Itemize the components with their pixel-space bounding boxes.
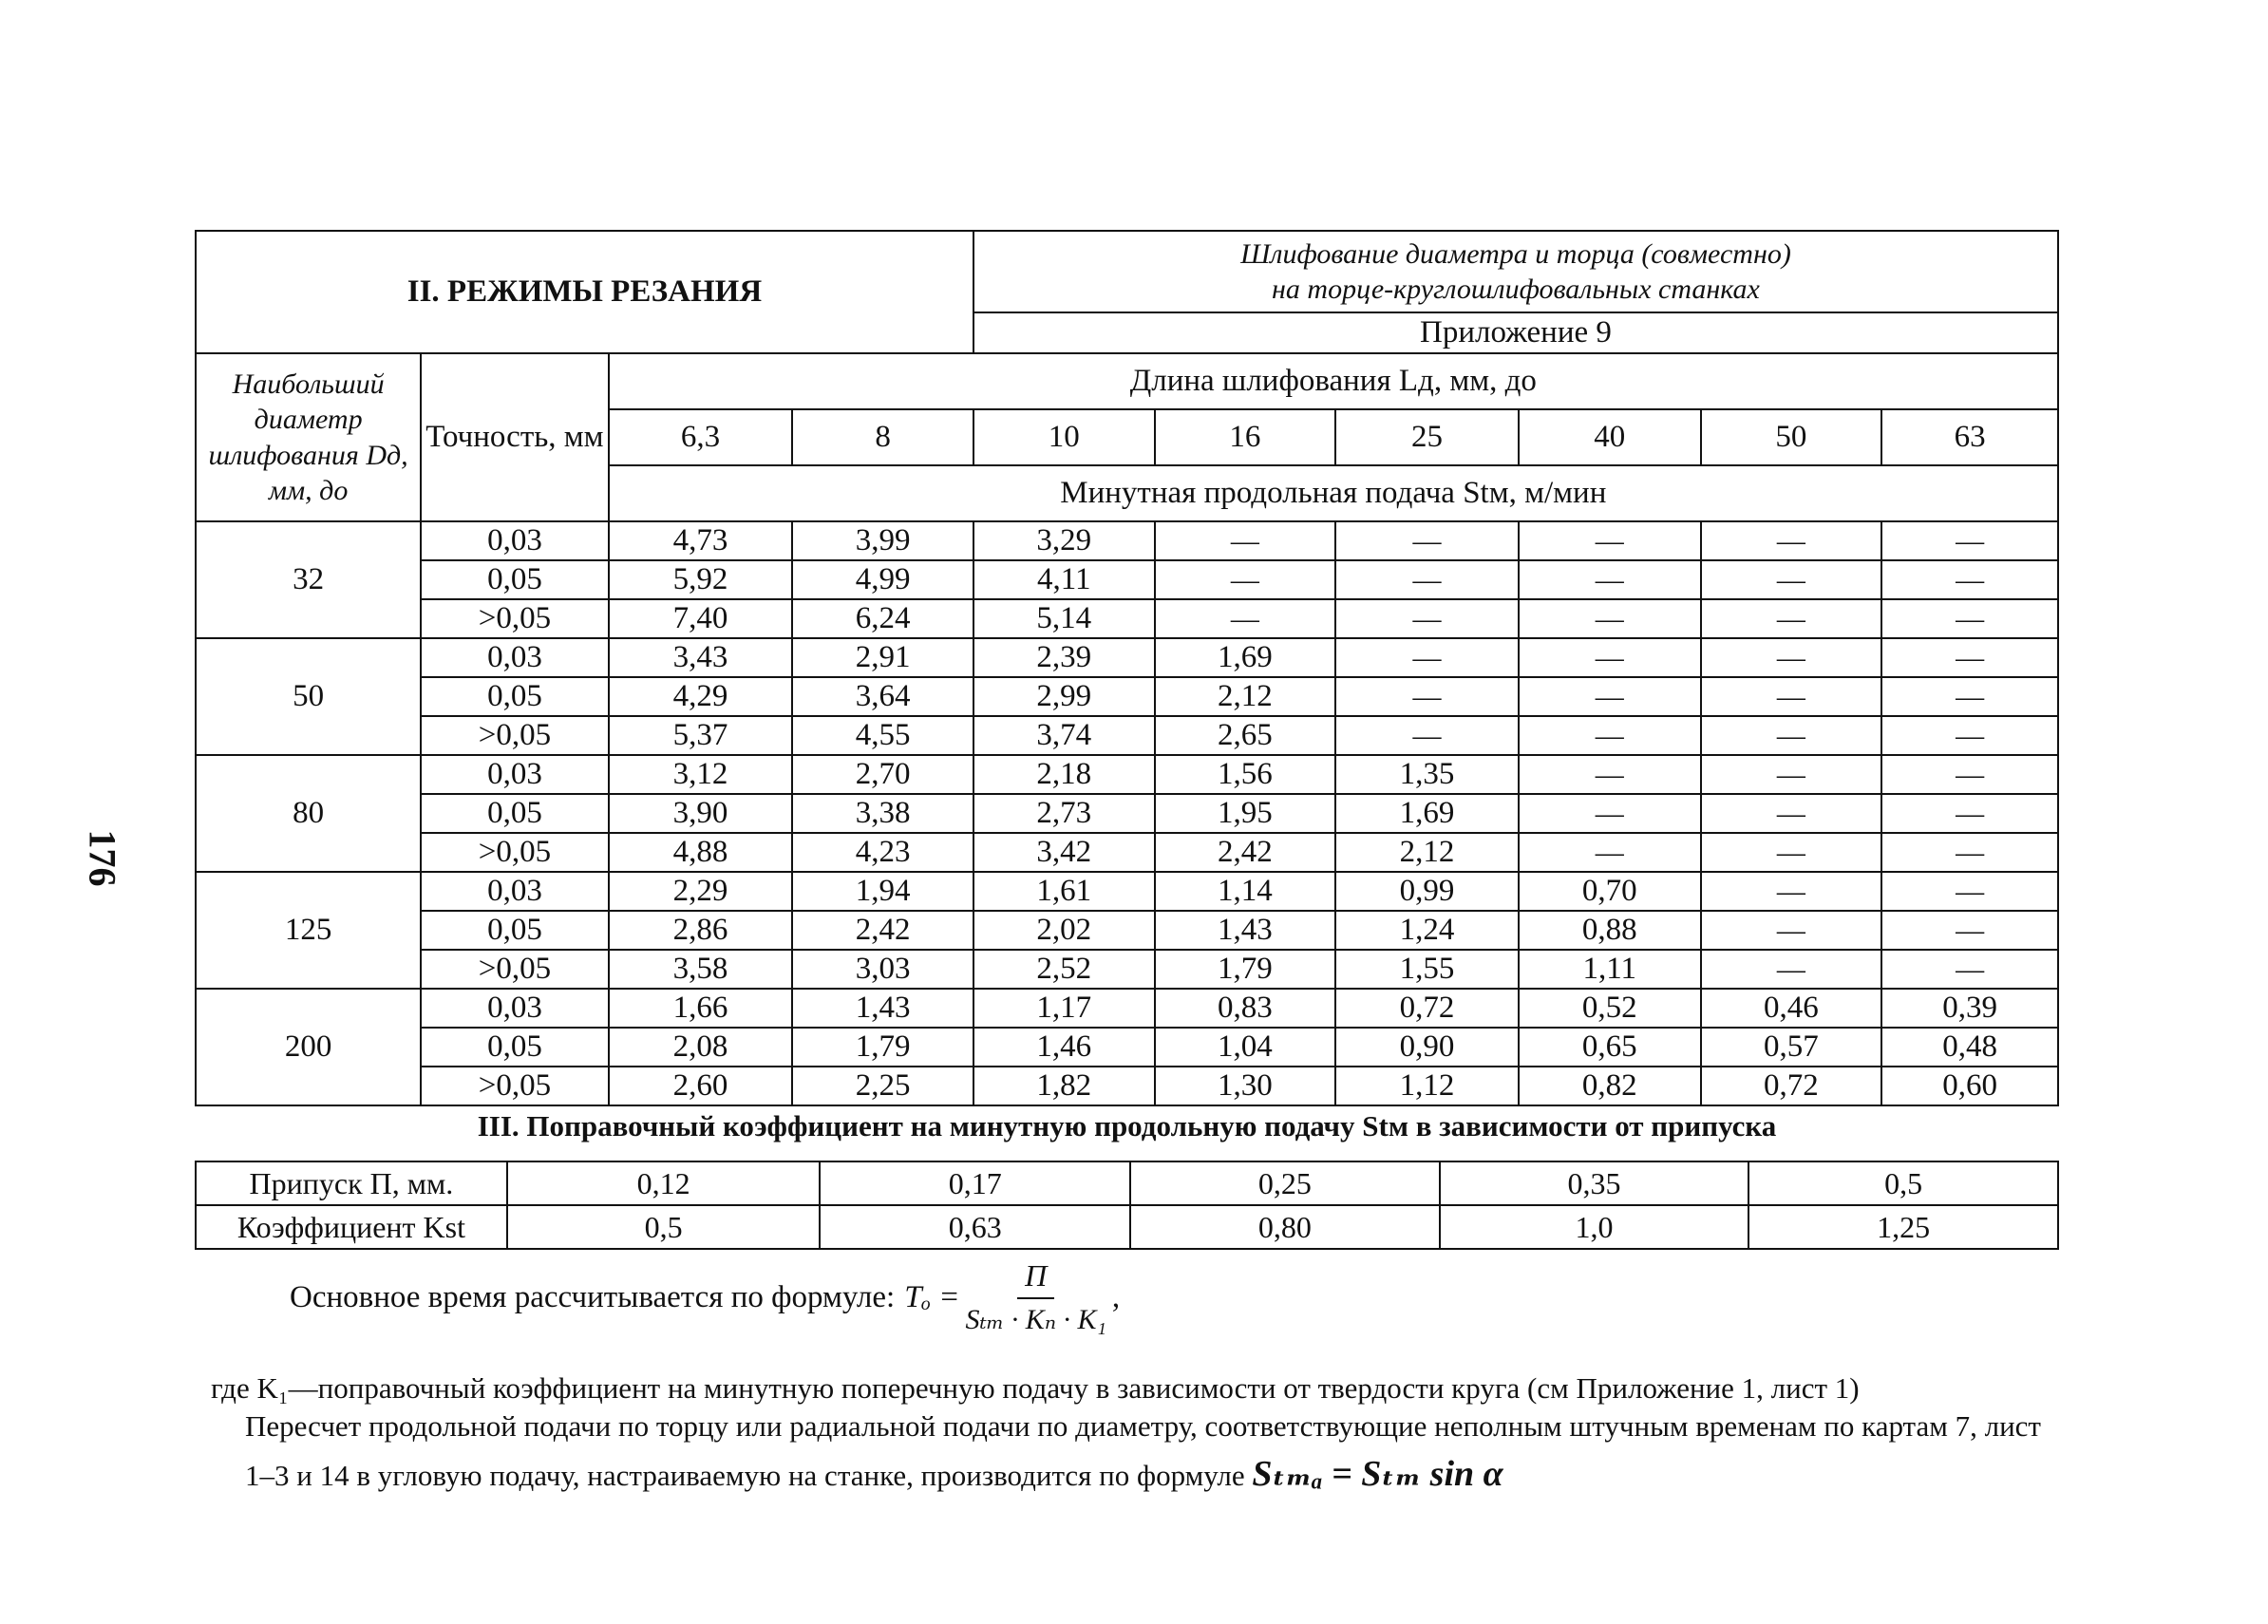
feed-value-cell: 7,40 [609,599,793,638]
accuracy-cell: >0,05 [421,1067,608,1105]
feed-value-cell: 2,65 [1155,716,1336,755]
feed-value-cell: 2,70 [792,755,973,794]
length-col-header: 10 [973,409,1155,465]
note-conversion-text: Пересчет продольной подачи по торцу или радиальной подачи по диаметру, соответствующие неполным штучным временам по картам 7, лист 1–3 и 14 в угловую подачу, настраиваемую на станке, производится по формуле [245,1409,2041,1492]
feed-value-cell: 0,65 [1519,1028,1701,1067]
formula-trail: , [1111,1279,1121,1314]
section3-title: III. Поправочный коэффициент на минутную продольную подачу Stм в зависимости от припуска [477,1109,1777,1142]
length-col-header: 6,3 [609,409,793,465]
accuracy-cell: >0,05 [421,599,608,638]
feed-value-cell: 1,95 [1155,794,1336,833]
feed-value-cell: 0,57 [1701,1028,1882,1067]
feed-value-cell: — [1519,833,1701,872]
feed-value-cell: 1,61 [973,872,1155,911]
accuracy-header: Точность, мм [421,353,608,521]
accuracy-cell: 0,03 [421,872,608,911]
feed-value-cell: 0,82 [1519,1067,1701,1105]
feed-value-cell: 1,35 [1335,755,1519,794]
formula-denominator: Sₜₘ · Kₙ · K₁ [965,1304,1106,1335]
feed-value-cell: 2,99 [973,677,1155,716]
diameter-header: Наибольший диаметр шлифования Dд, мм, до [196,353,421,521]
feed-value-cell: 3,29 [973,521,1155,560]
feed-value-cell: — [1701,521,1882,560]
feed-value-cell: 0,39 [1881,989,2058,1028]
coefficient-value: 0,63 [820,1205,1130,1249]
table-row [196,638,2058,677]
operation-line-2: на торце-круглошлифовальных станках [1272,274,1760,305]
formula-intro: Основное время рассчитывается по формуле: [290,1279,896,1314]
feed-value-cell: — [1881,638,2058,677]
feed-value-cell: — [1881,833,2058,872]
feed-value-cell: — [1519,599,1701,638]
accuracy-cell: 0,03 [421,989,608,1028]
length-col-header: 40 [1519,409,1701,465]
feed-value-cell: — [1881,716,2058,755]
length-col-header: 8 [792,409,973,465]
feed-value-cell: 3,58 [609,950,793,989]
table-row [196,560,2058,599]
feed-value-cell: — [1881,560,2058,599]
feed-value-cell: 2,52 [973,950,1155,989]
accuracy-cell: 0,05 [421,794,608,833]
feed-value-cell: 5,92 [609,560,793,599]
feed-value-cell: 1,04 [1155,1028,1336,1067]
feed-value-cell: 4,29 [609,677,793,716]
coefficient-label: Коэффициент Kst [196,1205,507,1249]
length-col-header: 63 [1881,409,2058,465]
feed-value-cell: 1,82 [973,1067,1155,1105]
length-header: Длина шлифования Lд, мм, до [609,353,2058,409]
accuracy-cell: 0,05 [421,1028,608,1067]
accuracy-cell: 0,05 [421,911,608,950]
formula-lhs: Tₒ = [904,1279,960,1314]
feed-value-cell: — [1701,560,1882,599]
table-row [196,755,2058,794]
feed-value-cell: 2,02 [973,911,1155,950]
diameter-cell: 80 [196,755,421,872]
feed-value-cell: 3,03 [792,950,973,989]
feed-value-cell: — [1881,755,2058,794]
feed-value-cell: — [1519,560,1701,599]
cutting-modes-table [195,230,2059,1106]
feed-value-cell: 1,56 [1155,755,1336,794]
formula-fraction [966,1258,1106,1336]
coefficient-table [195,1161,2059,1250]
feed-value-cell: 2,12 [1335,833,1519,872]
feed-value-cell: 0,52 [1519,989,1701,1028]
feed-value-cell: 0,72 [1701,1067,1882,1105]
feed-value-cell: 4,73 [609,521,793,560]
feed-value-cell: 1,69 [1335,794,1519,833]
feed-value-cell: 1,17 [973,989,1155,1028]
table-row [196,794,2058,833]
page-number: 176 [81,829,124,887]
feed-value-cell: — [1335,677,1519,716]
feed-value-cell: 1,11 [1519,950,1701,989]
coefficient-value: 0,5 [507,1205,821,1249]
operation-line-1: Шлифование диаметра и торца (совместно) [1240,237,1791,270]
feed-value-cell: 0,88 [1519,911,1701,950]
feed-value-cell: 3,74 [973,716,1155,755]
feed-value-cell: 6,24 [792,599,973,638]
feed-value-cell: 3,43 [609,638,793,677]
feed-value-cell: — [1701,794,1882,833]
accuracy-cell: 0,03 [421,521,608,560]
feed-value-cell: — [1701,833,1882,872]
table-row [196,716,2058,755]
feed-value-cell: — [1519,755,1701,794]
table-row [196,833,2058,872]
feed-value-cell: 2,39 [973,638,1155,677]
coefficient-value: 1,0 [1440,1205,1749,1249]
feed-value-cell: — [1335,521,1519,560]
feed-value-cell: 3,12 [609,755,793,794]
accuracy-cell: >0,05 [421,833,608,872]
feed-value-cell: 1,12 [1335,1067,1519,1105]
diameter-cell: 125 [196,872,421,989]
feed-value-cell: 1,14 [1155,872,1336,911]
feed-value-cell: — [1519,794,1701,833]
feed-value-cell: 2,42 [792,911,973,950]
feed-value-cell: 5,37 [609,716,793,755]
feed-value-cell: 4,99 [792,560,973,599]
feed-value-cell: 1,24 [1335,911,1519,950]
feed-header: Минутная продольная подача Stм, м/мин [609,465,2058,521]
feed-value-cell: 2,86 [609,911,793,950]
feed-value-cell: 2,18 [973,755,1155,794]
formula-numerator: П [1017,1258,1054,1299]
feed-value-cell: — [1519,521,1701,560]
diameter-cell: 32 [196,521,421,638]
feed-value-cell: 2,73 [973,794,1155,833]
table-row [196,911,2058,950]
feed-value-cell: — [1701,599,1882,638]
coefficient-value: 0,80 [1130,1205,1440,1249]
feed-value-cell: 1,79 [792,1028,973,1067]
feed-value-cell: — [1701,755,1882,794]
feed-value-cell: 1,43 [792,989,973,1028]
feed-value-cell: — [1881,521,2058,560]
appendix-label: Приложение 9 [973,312,2058,353]
angular-feed-formula: Sₜₘₐ = Sₜₘ sin α [1252,1453,1503,1494]
feed-value-cell: — [1881,599,2058,638]
feed-value-cell: 0,60 [1881,1067,2058,1105]
allowance-value: 0,25 [1130,1161,1440,1205]
feed-value-cell: 0,99 [1335,872,1519,911]
feed-value-cell: 1,94 [792,872,973,911]
feed-value-cell: — [1881,794,2058,833]
diameter-cell: 50 [196,638,421,755]
feed-value-cell: 1,30 [1155,1067,1336,1105]
feed-value-cell: — [1701,677,1882,716]
diameter-cell: 200 [196,989,421,1105]
feed-value-cell: — [1701,950,1882,989]
feed-value-cell: — [1881,911,2058,950]
allowance-value: 0,17 [820,1161,1130,1205]
note-k1: где K₁—поправочный коэффициент на минутную поперечную подачу в зависимости от твердости круга (см Приложение 1, лист 1) [211,1371,1860,1405]
feed-value-cell: — [1155,521,1336,560]
feed-value-cell: 1,46 [973,1028,1155,1067]
coefficient-value: 1,25 [1748,1205,2058,1249]
feed-value-cell: 2,08 [609,1028,793,1067]
feed-value-cell: 0,90 [1335,1028,1519,1067]
operation-title [973,231,2058,312]
feed-value-cell: 3,42 [973,833,1155,872]
feed-value-cell: 1,79 [1155,950,1336,989]
feed-value-cell: 3,99 [792,521,973,560]
table-row [196,989,2058,1028]
feed-value-cell: 0,46 [1701,989,1882,1028]
feed-value-cell: 3,64 [792,677,973,716]
accuracy-cell: >0,05 [421,950,608,989]
table-row [196,677,2058,716]
main-time-formula [290,1258,1120,1336]
note-conversion [245,1406,2069,1501]
feed-value-cell: — [1155,599,1336,638]
feed-value-cell: 4,55 [792,716,973,755]
feed-value-cell: — [1701,716,1882,755]
feed-value-cell: 4,23 [792,833,973,872]
feed-value-cell: 4,11 [973,560,1155,599]
allowance-value: 0,5 [1748,1161,2058,1205]
feed-value-cell: — [1881,677,2058,716]
feed-value-cell: 0,48 [1881,1028,2058,1067]
section-title: II. РЕЖИМЫ РЕЗАНИЯ [196,231,973,353]
feed-value-cell: — [1519,716,1701,755]
feed-value-cell: — [1881,872,2058,911]
feed-value-cell: 5,14 [973,599,1155,638]
feed-value-cell: 2,42 [1155,833,1336,872]
feed-value-cell: 1,43 [1155,911,1336,950]
feed-value-cell: — [1335,599,1519,638]
feed-value-cell: 3,38 [792,794,973,833]
accuracy-cell: 0,05 [421,560,608,599]
table-row [196,950,2058,989]
allowance-label: Припуск П, мм. [196,1161,507,1205]
feed-value-cell: 2,91 [792,638,973,677]
feed-value-cell: — [1701,911,1882,950]
feed-value-cell: 1,55 [1335,950,1519,989]
length-col-header: 16 [1155,409,1336,465]
accuracy-cell: 0,03 [421,638,608,677]
accuracy-cell: >0,05 [421,716,608,755]
table-row [196,1067,2058,1105]
table-row [196,599,2058,638]
table-row [196,872,2058,911]
feed-value-cell: — [1335,638,1519,677]
feed-value-cell: 1,69 [1155,638,1336,677]
feed-value-cell: 0,70 [1519,872,1701,911]
feed-value-cell: 2,25 [792,1067,973,1105]
accuracy-cell: 0,05 [421,677,608,716]
allowance-value: 0,12 [507,1161,821,1205]
accuracy-cell: 0,03 [421,755,608,794]
feed-value-cell: — [1519,677,1701,716]
feed-value-cell: — [1155,560,1336,599]
feed-value-cell: — [1881,950,2058,989]
feed-value-cell: 4,88 [609,833,793,872]
allowance-value: 0,35 [1440,1161,1749,1205]
feed-value-cell: 3,90 [609,794,793,833]
feed-value-cell: 0,83 [1155,989,1336,1028]
feed-value-cell: — [1335,560,1519,599]
feed-value-cell: 2,60 [609,1067,793,1105]
table-row [196,521,2058,560]
feed-value-cell: 1,66 [609,989,793,1028]
feed-value-cell: 2,12 [1155,677,1336,716]
length-col-header: 50 [1701,409,1882,465]
table-row [196,1028,2058,1067]
length-col-header: 25 [1335,409,1519,465]
feed-value-cell: — [1335,716,1519,755]
feed-value-cell: — [1519,638,1701,677]
feed-value-cell: 0,72 [1335,989,1519,1028]
feed-value-cell: 2,29 [609,872,793,911]
feed-value-cell: — [1701,638,1882,677]
feed-value-cell: — [1701,872,1882,911]
